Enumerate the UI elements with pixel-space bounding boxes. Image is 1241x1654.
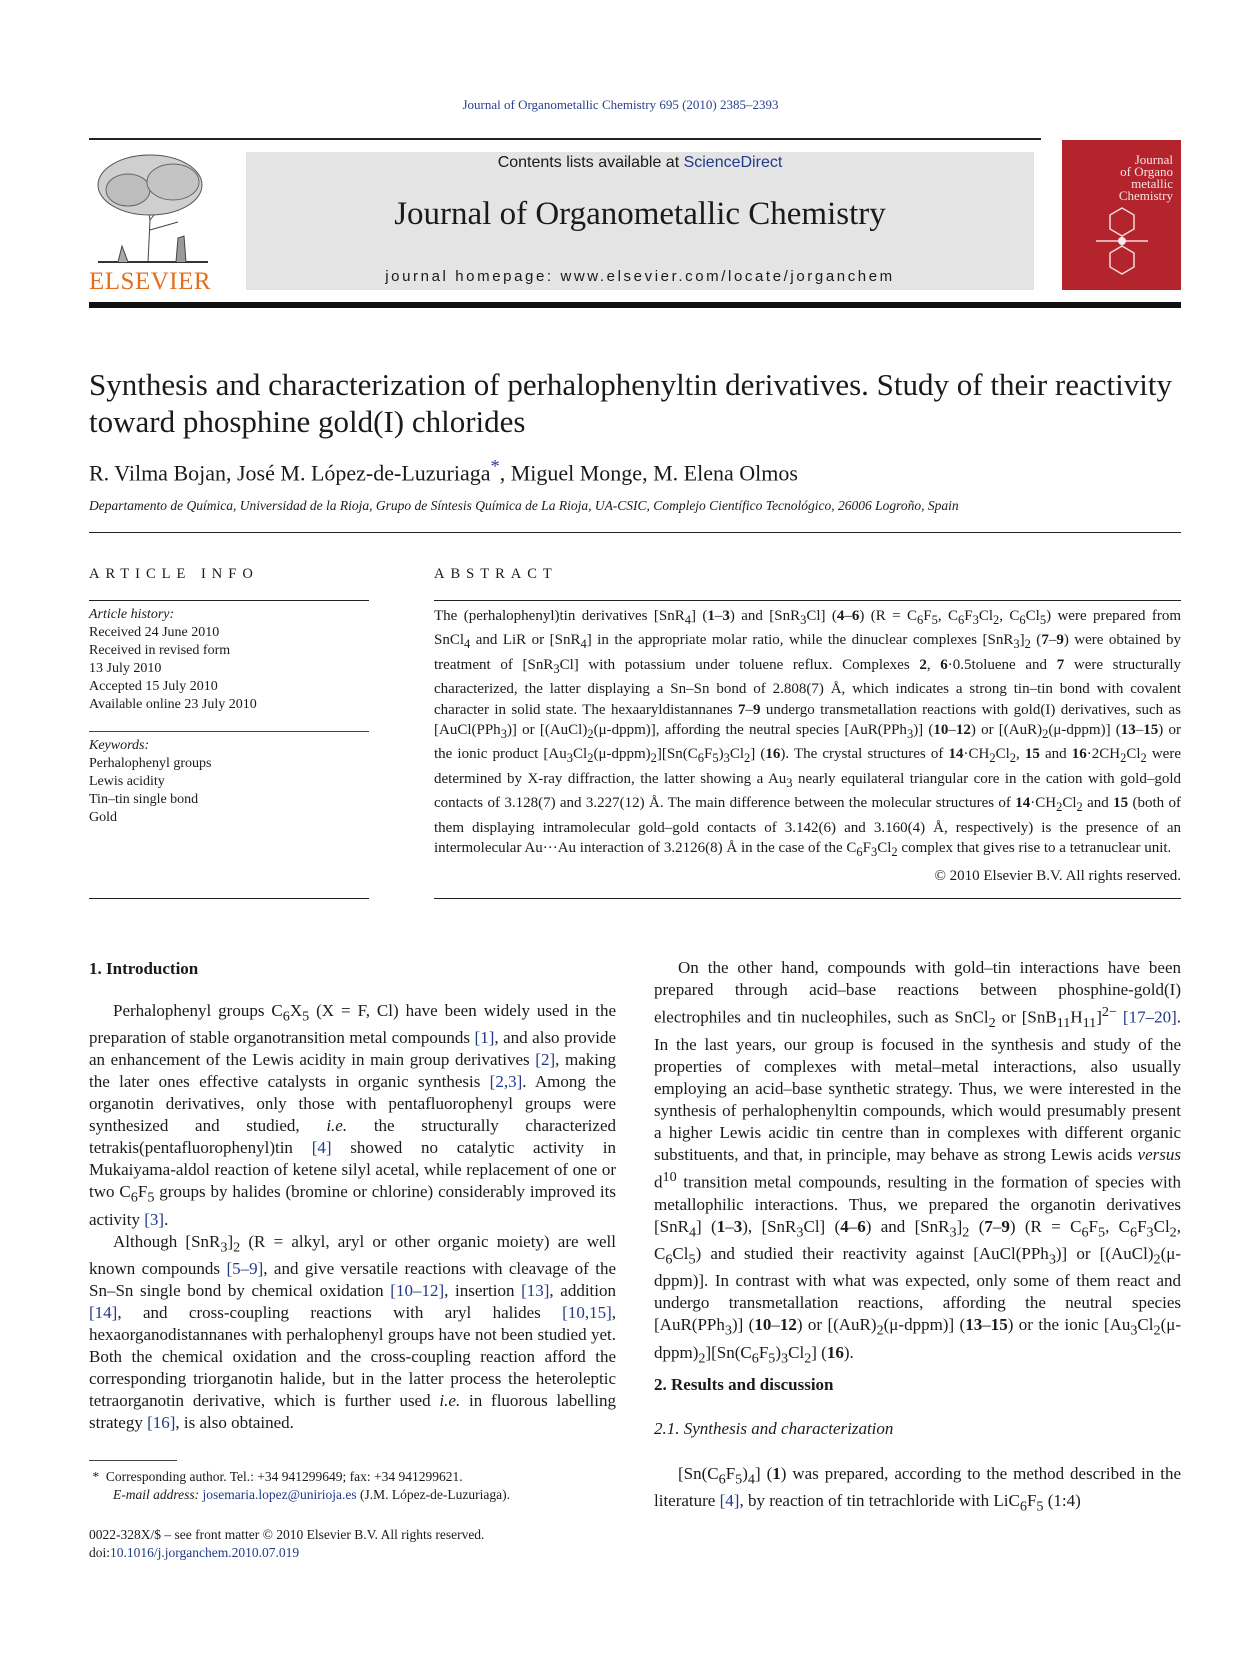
keywords: [89, 737, 369, 827]
abstract-copyright: © 2010 Elsevier B.V. All rights reserved.: [934, 868, 1181, 884]
journal-cover-image: [1062, 140, 1181, 290]
history-item: 13 July 2010: [89, 661, 162, 676]
paragraph: $[Sn(C_6F_5)_4]$ (1) was prepared, according to the method described in the literature [4], by reaction of tin tetrachloride with $LiC_6F_5$ (1:4): [654, 1464, 1181, 1515]
divider: [89, 731, 369, 732]
molecule-icon: [1092, 202, 1152, 282]
abstract-heading: ABSTRACT: [434, 566, 558, 582]
article-info-heading: ARTICLE INFO: [89, 566, 259, 582]
footnote-marker: *: [92, 1469, 100, 1484]
elsevier-wordmark: ELSEVIER: [89, 268, 212, 295]
author-list: R. Vilma Bojan, José M. López-de-Luzuriaga*, Miguel Monge, M. Elena Olmos: [89, 456, 798, 486]
header-thick-rule: [89, 302, 1181, 308]
header-top-rule: [89, 138, 1041, 140]
section-heading-introduction: 1. Introduction: [89, 959, 199, 978]
history-item: Received 24 June 2010: [89, 625, 220, 640]
keyword-item: Tin–tin single bond: [89, 792, 199, 807]
email-label: E-mail address:: [113, 1487, 200, 1502]
sciencedirect-link[interactable]: ScienceDirect: [683, 154, 783, 171]
author-affiliation: Departamento de Química, Universidad de la Rioja, Grupo de Síntesis Química de La Rioja, UA-CSIC, Complejo Científico Tecnológico, 26006 Logroño, Spain: [89, 498, 959, 513]
introduction-body: [89, 1000, 616, 1434]
right-column-paragraph: [654, 1463, 1181, 1518]
email-owner: (J.M. López-de-Luzuriaga).: [360, 1487, 510, 1502]
contents-prefix: Contents lists available at: [497, 154, 684, 171]
history-label: Article history:: [89, 607, 175, 622]
divider: [89, 532, 1181, 533]
section-heading-results: 2. Results and discussion: [654, 1375, 834, 1394]
front-matter-line: 0022-328X/$ – see front matter © 2010 Elsevier B.V. All rights reserved.: [89, 1527, 485, 1542]
corresponding-author-mark[interactable]: *: [490, 456, 500, 476]
article-history: [89, 606, 369, 714]
paragraph: Although $[SnR_3]_2$ (R = alkyl, aryl or other organic moiety) are well known compounds [5–9], and give versatile reactions with cleavage of the Sn–Sn single bond by chemical oxidation [10–12], insertion [13], addition [14], and cross-coupling reactions with aryl halides [10,15], hexaorganodistannanes with perhalophenyl groups have not been studied yet. Both the chemical oxidation and the cross-coupling reaction afford the corresponding triorganotin halide, but in the latter process the heteroleptic tetraorganotin derivative, which is further used i.e. in fluorous labelling strategy [16], is also obtained.: [89, 1231, 617, 1433]
divider: [89, 600, 369, 601]
email-link[interactable]: josemaria.lopez@unirioja.es: [202, 1487, 357, 1502]
keyword-item: Lewis acidity: [89, 774, 165, 789]
author-name: M. Elena Olmos: [653, 460, 798, 486]
author-name: Miguel Monge: [510, 460, 643, 486]
divider: [434, 898, 1181, 899]
keyword-item: Gold: [89, 810, 117, 825]
contents-line: [246, 154, 1034, 172]
right-column-paragraph: [654, 957, 1181, 1369]
author-name: R. Vilma Bojan: [89, 460, 226, 486]
paragraph: On the other hand, compounds with gold–tin interactions have been prepared through acid–base reactions between phosphine-gold(I) electrophiles and tin nucleophiles, such as SnCl$_2$ or $[SnB_{11}H_{11}]^{2-}$ [17–20]. In the last years, our group is focused in the synthesis and study of the properties of complexes with metal–metal interactions, also usually employing an acid–base synthetic strategy. Thus, we were interested in the synthesis of perhalophenyltin compounds, which would presumably present a higher Lewis acidic tin centre than in complexes with different organic substituents, and that, in principle, may behave as strong Lewis acids versus $d^{10}$ transition metal compounds, resulting in the formation of species with metallophilic interactions. Thus, we prepared the organotin derivatives [SnR$_4$] (1–3), [SnR$_3$Cl] (4–6) and $[SnR_3]_2$ (7–9) ($R = C_6F_5$, $C_6F_3Cl_2$, $C_6Cl_5$) and studied their reactivity against [AuCl(PPh$_3$)] or $[(AuCl)_2(\mu-dppm)]$. In contrast with what was expected, only some of them react and undergo transmetallation reactions, affording the neutral species [AuR(PPh$_3$)] (10–12) or $[(AuR)_2(\mu-dppm)]$ (13–15) or the ionic $[Au_3Cl_2(\mu-dppm)_2][Sn(C_6F_5)_3Cl_2]$ (16).: [654, 958, 1181, 1367]
divider: [434, 600, 1181, 601]
keyword-item: Perhalophenyl groups: [89, 756, 212, 771]
journal-name: Journal of Organometallic Chemistry: [394, 196, 886, 232]
author-name: José M. López-de-Luzuriaga: [237, 460, 491, 486]
abstract-text: The (perhalophenyl)tin derivatives [SnR$_4$] (1–3) and [SnR$_3$Cl] (4–6) ($R = C_6F_5$, $C_6F_3Cl_2$, $C_6Cl_5$) were prepared from SnCl$_4$ and LiR or [SnR$_4$] in the appropriate molar ratio, while the dinuclear complexes $[SnR_3]_2$ (7–9) were obtained by treatment of [SnR$_3$Cl] with potassium under toluene reflux. Complexes 2, 6·0.5toluene and 7 were structurally characterized, the latter displaying a Sn–Sn bond of 2.808(7) Å, which indicates a strong tin–tin bond with covalent character in solid state. The hexaaryldistannanes 7–9 undergo transmetallation reactions with gold(I) derivatives, such as [AuCl(PPh$_3$)] or $[(AuCl)_2(\mu-dppm)]$, affording the neutral species [AuR(PPh$_3$)] (10–12) or $[(AuR)_2(\mu-dppm)]$ (13–15) or the ionic product $[Au_3Cl_2(\mu-dppm)_2][Sn(C_6F_5)_3Cl_2]$ (16). The crystal structures of $14\cdot CH_2Cl_2$, 15 and $16\cdot 2CH_2Cl_2$ were determined by X-ray diffraction, the latter showing a $Au_3$ nearly equilateral triangular core in the cation with gold–gold contacts of 3.128(7) and 3.227(12) Å. The main difference between the molecular structures of $14\cdot CH_2Cl_2$ and 15 (both of them displaying intramolecular gold–gold contacts of 3.142(6) and 3.160(4) Å, respectively) is the presence of an intermolecular Au···Au interaction of 3.2126(8) Å in the case of the $C_6F_3Cl_2$ complex that gives rise to a tetranuclear unit.: [434, 608, 1181, 860]
footnote-rule: [89, 1460, 177, 1461]
paragraph: Perhalophenyl groups $C_6X_5$ (X = F, Cl) have been widely used in the preparation of stable organotransition metal compounds [1], and also provide an enhancement of the Lewis acidity in main group derivatives [2], making the later ones effective catalysts in organic synthesis [2,3]. Among the organotin derivatives, only those with pentafluorophenyl groups were synthesized and studied, i.e. the structurally characterized tetrakis(pentafluorophenyl)tin [4] showed no catalytic activity in Mukaiyama-aldol reaction of ketene silyl acetal, while replacement of one or two $C_6F_5$ groups by halides (bromine or chlorine) considerably improved its activity [3].: [89, 1001, 616, 1229]
journal-homepage[interactable]: journal homepage: www.elsevier.com/locate/jorganchem: [385, 268, 895, 285]
cover-title: Journal of Organo metallic Chemistry: [1118, 152, 1173, 203]
history-item: Received in revised form: [89, 643, 231, 658]
doi-prefix: doi:: [89, 1545, 111, 1560]
journal-citation[interactable]: Journal of Organometallic Chemistry 695 (2010) 2385–2393: [462, 97, 779, 112]
doi-link[interactable]: 10.1016/j.jorganchem.2010.07.019: [110, 1545, 300, 1560]
article-title: Synthesis and characterization of perhalophenyltin derivatives. Study of their reactivity toward phosphine gold(I) chlorides: [89, 367, 1172, 439]
front-matter: [89, 1526, 616, 1562]
keywords-label: Keywords:: [89, 738, 150, 753]
history-item: Accepted 15 July 2010: [89, 679, 218, 694]
history-item: Available online 23 July 2010: [89, 697, 257, 712]
corresponding-author-footnote: [89, 1468, 616, 1504]
tree-icon: [88, 150, 218, 265]
subsection-heading: 2.1. Synthesis and characterization: [654, 1419, 894, 1438]
divider: [89, 898, 369, 899]
footnote-corresponding: Corresponding author. Tel.: +34 941299649; fax: +34 941299621.: [105, 1469, 463, 1484]
